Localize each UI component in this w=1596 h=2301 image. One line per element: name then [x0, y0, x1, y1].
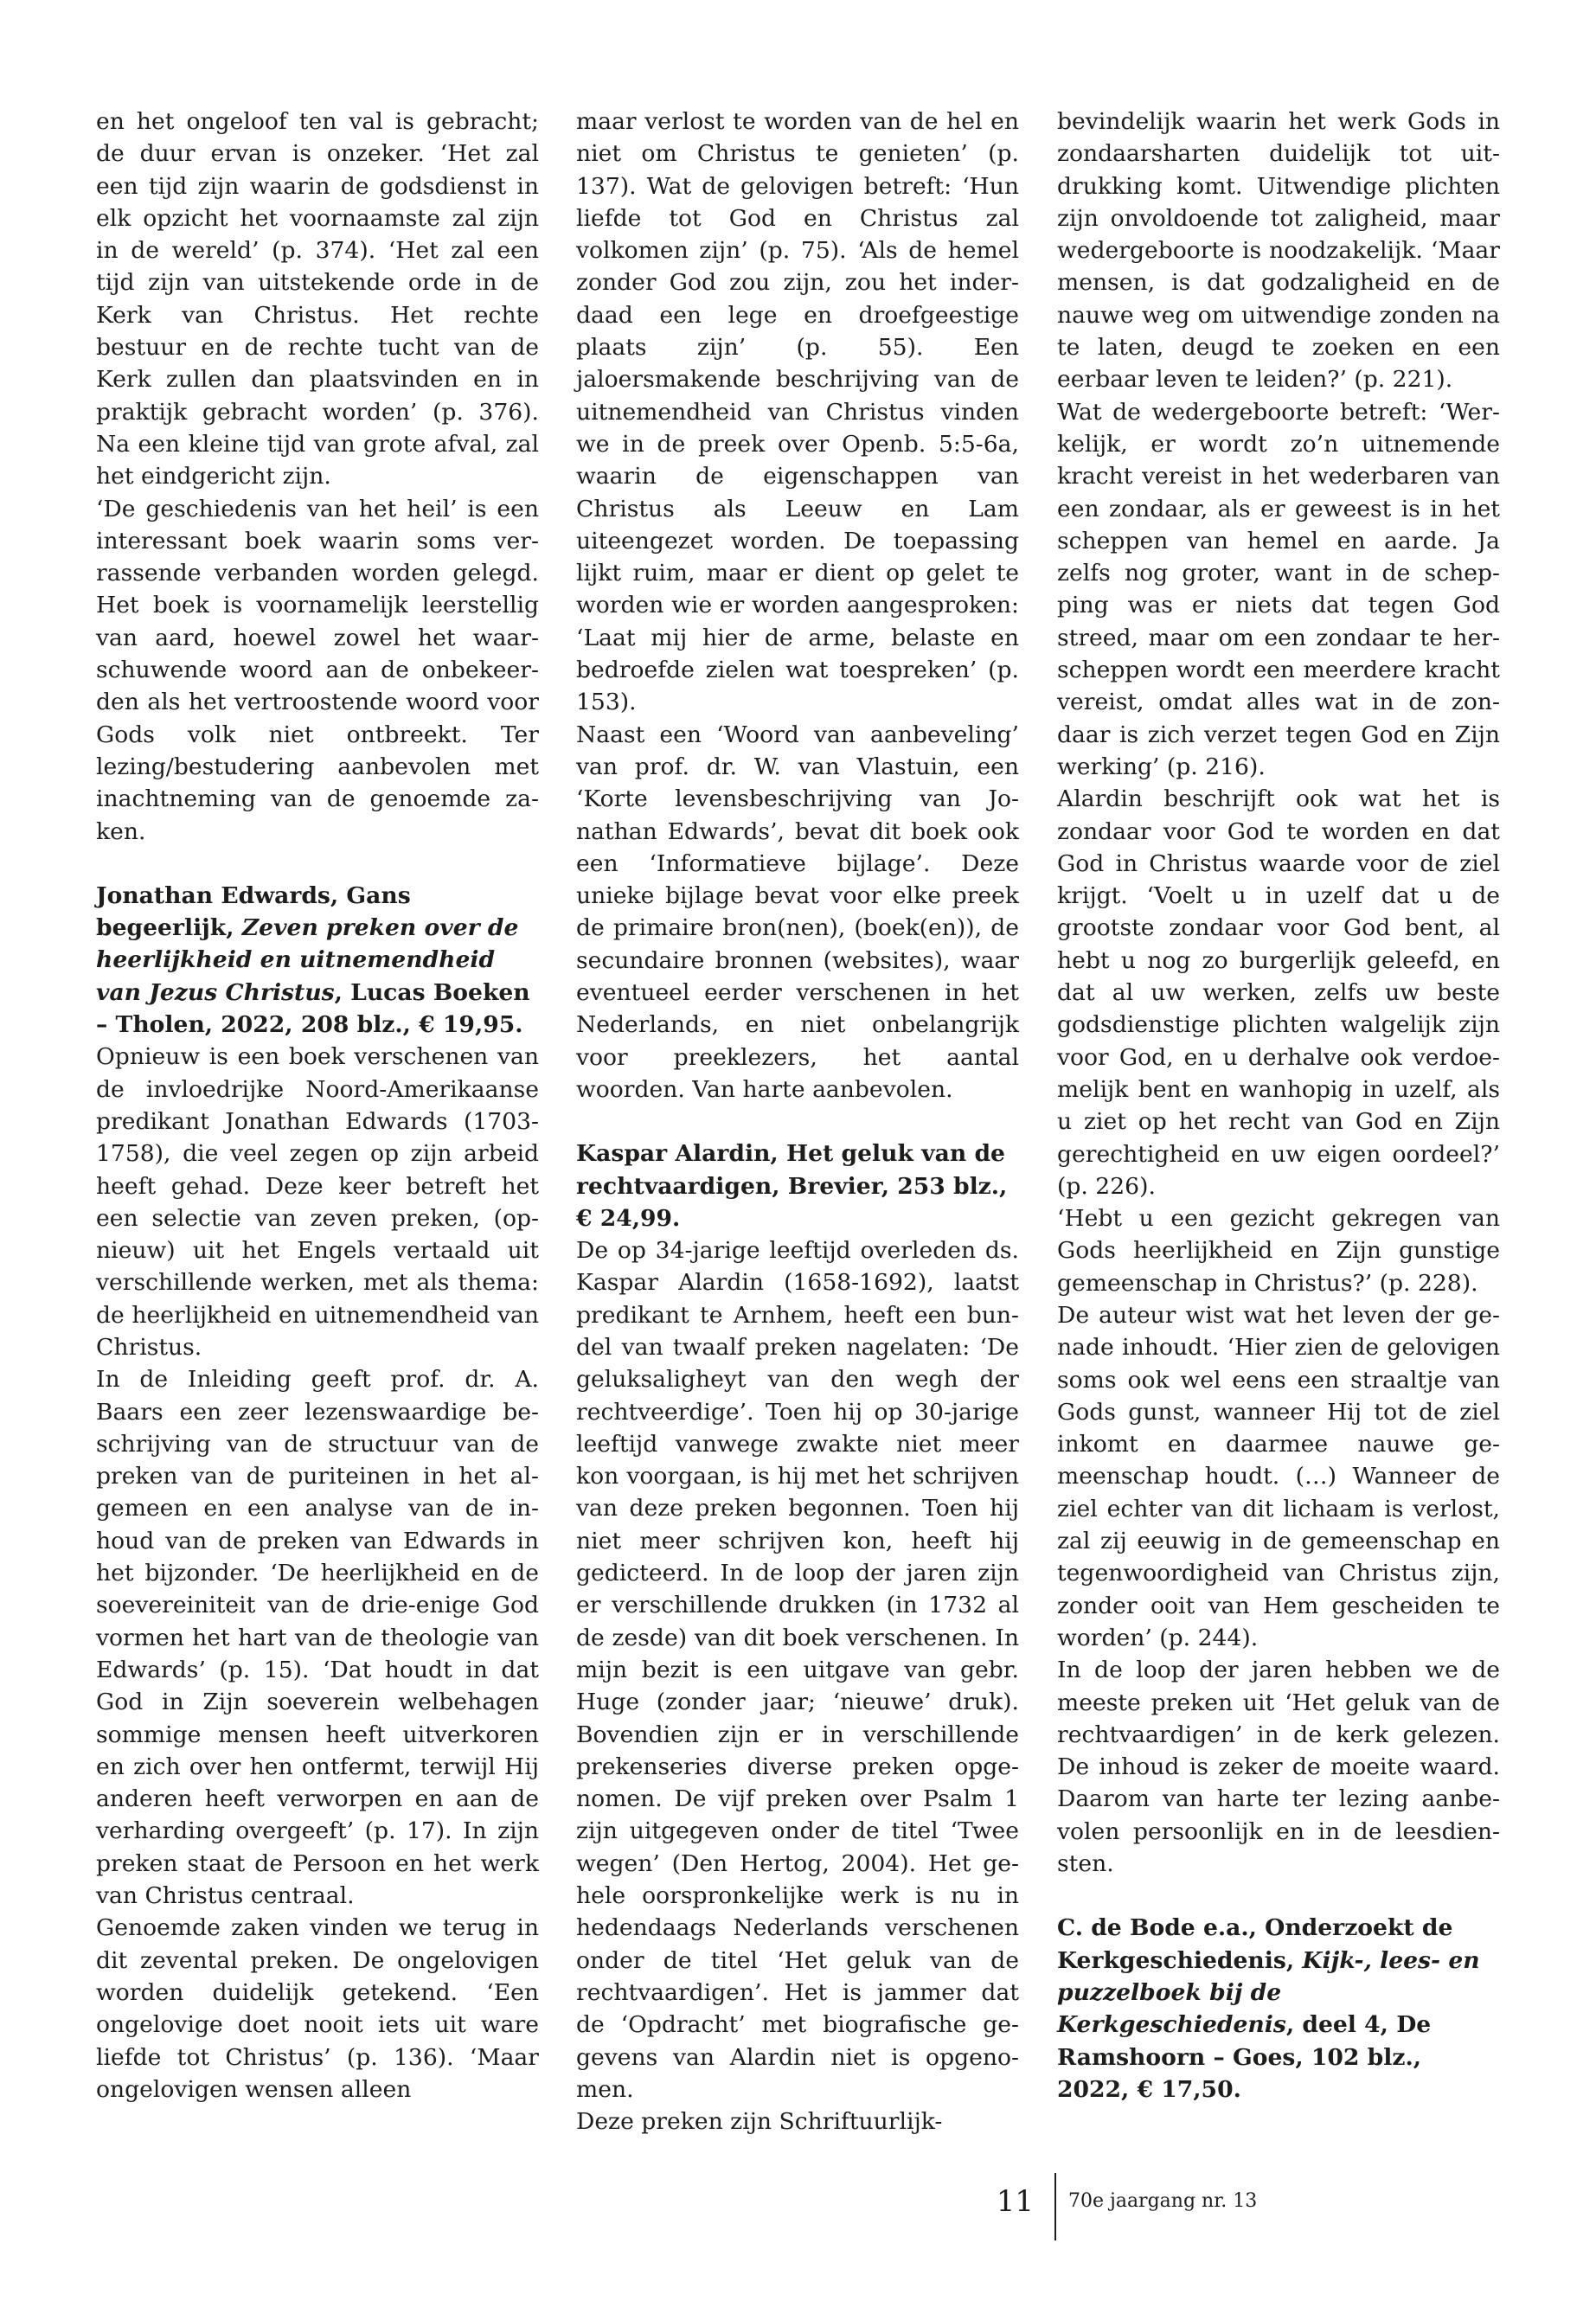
- paragraph: Deze preken zijn Schriftuurlijk-: [576, 2108, 943, 2136]
- footer-divider: [1054, 2173, 1056, 2240]
- review-author-title: C. de Bode e.a., Onderzoekt de Kerkgeschiedenis,: [1057, 1914, 1453, 1974]
- paragraph: In de Inleiding geeft prof. dr. A. Baars een zeer lezenswaardige beschrijving van de structuur van de preken van de puriteinen in het algemeen en een analyse van de inhoud van de preken van Edwards in het bijzonder. ‘De heerlijkheid en de soevereiniteit van de drie-enige God vormen het hart van de theologie van Edwards’ (p. 15). ‘Dat houdt in dat God in Zijn soeverein welbehagen sommige mensen heeft uitverkoren en zich over hen ontfermt, terwijl Hij anderen heeft verworpen en aan de verharding overgeeft’ (p. 17). In zijn preken staat de Persoon en het werk van Christus centraal.: [96, 1366, 539, 1910]
- review-heading-edwards: [96, 880, 539, 1041]
- paragraph: ‘Hebt u een gezicht gekregen van Gods heerlijkheid en Zijn gunstige gemeenschap in Christus?’ (p. 228).: [1057, 1205, 1500, 1297]
- review-subtitle: Zeven preken over de heerlijkheid en uitnemendheid van Jezus Christus: [96, 914, 519, 1006]
- paragraph: De op 34-jarige leeftijd overleden ds. Kaspar Alardin (1658-1692), laatst predikant te Arnhem, heeft een bundel van twaalf preken nagelaten: ‘De geluksaligheyt van den wegh der rechtveerdige’. Toen hij op 30-jarige leeftijd vanwege zwakte niet meer kon voorgaan, is hij met het schrijven van deze preken begonnen. Toen hij niet meer schrijven kon, heeft hij gedicteerd. In de loop der jaren zijn er verschillende drukken (in 1732 al de zesde) van dit boek verschenen. In mijn bezit is een uitgave van gebr. Huge (zonder jaar; ‘nieuwe’ druk). Bovendien zijn er in verschillende prekenseries diverse preken opgenomen. De vijf preken over Psalm 1 zijn uitgegeven onder de titel ‘Twee wegen’ (Den Hertog, 2004). Het gehele oorspronkelijke werk is nu in hedendaags Nederlands verschenen onder de titel ‘Het geluk van de rechtvaardigen’. Het is jammer dat de ‘Opdracht’ met biografische gegevens van Alardin niet is opgenomen.: [576, 1237, 1019, 2103]
- text-column-2: [576, 106, 1019, 2138]
- paragraph: ‘De geschiedenis van het heil’ is een interessant boek waarin soms verrassende verbanden worden gelegd. Het boek is voornamelijk leerstellig van aard, hoewel zowel het waarschuwende woord aan de onbekeerden als het vertroostende woord voor Gods volk niet ontbreekt. Ter lezing/bestudering aanbevolen met inachtneming van de genoemde zaken.: [96, 495, 539, 845]
- review-author-title: Jonathan Edwards, Gans begeerlijk: [96, 881, 411, 942]
- paragraph: Wat de wedergeboorte betreft: ‘Werkelijk, er wordt zo’n uitnemende kracht vereist in het wederbaren van een zondaar, als er geweest is in het scheppen van hemel en aarde. Ja zelfs nog groter, want in de schepping was er niets dat tegen God streed, maar om een zondaar te herscheppen wordt een meerdere kracht vereist, omdat alles wat in de zondaar is zich verzet tegen God en Zijn werking’ (p. 216).: [1057, 398, 1500, 780]
- paragraph: en het ongeloof ten val is gebracht; de duur ervan is onzeker. ‘Het zal een tijd zijn waarin de godsdienst in elk opzicht het voornaamste zal zijn in de wereld’ (p. 374). ‘Het zal een tijd zijn van uitstekende orde in de Kerk van Christus. Het rechte bestuur en de rechte tucht van de Kerk zullen dan plaatsvinden en in praktijk gebracht worden’ (p. 376). Na een kleine tijd van grote afval, zal het eindgericht zijn.: [96, 108, 539, 490]
- paragraph: bevindelijk waarin het werk Gods in zondaarsharten duidelijk tot uitdrukking komt. Uitwendige plichten zijn onvoldoende tot zaligheid, maar wedergeboorte is noodzakelijk. ‘Maar mensen, is dat godzaligheid en de nauwe weg om uitwendige zonden na te laten, deugd te zoeken en een eerbaar leven te leiden?’ (p. 221).: [1057, 108, 1500, 394]
- paragraph: Genoemde zaken vinden we terug in dit zevental preken. De ongelovigen worden duidelijk getekend. ‘Een ongelovige doet nooit iets uit ware liefde tot Christus’ (p. 136). ‘Maar ongelovigen wensen alleen: [96, 1914, 539, 2103]
- paragraph: Opnieuw is een boek verschenen van de invloedrijke Noord-Amerikaanse predikant Jonathan Edwards (1703-1758), die veel zegen op zijn arbeid heeft gehad. Deze keer betreft het een selectie van zeven preken, (opnieuw) uit het Engels vertaald uit verschillende werken, met als thema: de heerlijkheid en uitnemendheid van Christus.: [96, 1043, 539, 1361]
- review-publisher: , Lucas Boeken – Tholen, 2022, 208 blz., € 19,95.: [96, 978, 530, 1039]
- review-heading-de-bode: [1057, 1912, 1500, 2106]
- paragraph: In de loop der jaren hebben we de meeste preken uit ‘Het geluk van de rechtvaardigen’ in de kerk gelezen. De inhoud is zeker de moeite waard. Daarom van harte ter lezing aanbevolen persoonlijk en in de leesdiensten.: [1057, 1657, 1500, 1878]
- paragraph: Alardin beschrijft ook wat het is zondaar voor God te worden en dat God in Christus waarde voor de ziel krijgt. ‘Voelt u in uzelf dat u de grootste zondaar voor God bent, al hebt u nog zo burgerlijk geleefd, en dat al uw werken, zelfs uw beste godsdienstige plichten walgelijk zijn voor God, en u derhalve ook verdoemelijk bent en wanhopig in uzelf, als u ziet op het recht van God en Zijn gerechtigheid en uw eigen oordeel?’ (p. 226).: [1057, 785, 1500, 1200]
- paragraph: De auteur wist wat het leven der genade inhoudt. ‘Hier zien de gelovigen soms ook wel eens een straaltje van Gods gunst, wanneer Hij tot de ziel inkomt en daarmee nauwe gemeenschap houdt. (…) Wanneer de ziel echter van dit lichaam is verlost, zal zij eeuwig in de gemeenschap en tegenwoordigheid van Christus zijn, zonder ooit van Hem gescheiden te worden’ (p. 244).: [1057, 1301, 1500, 1651]
- issue-label: 70e jaargang nr. 13: [1068, 2190, 1258, 2212]
- review-heading-comma: ,: [226, 914, 234, 942]
- paragraph: Naast een ‘Woord van aanbeveling’ van prof. dr. W. van Vlastuin, een ‘Korte levensbeschrijving van Jonathan Edwards’, bevat dit boek ook een ‘Informatieve bijlage’. Deze unieke bijlage bevat voor elke preek de primaire bron(nen), (boek(en)), de secundaire bronnen (websites), waar eventueel eerder verschenen in het Nederlands, en niet onbelangrijk voor preeklezers, het aantal woorden. Van harte aanbevolen.: [576, 721, 1019, 1103]
- review-heading-alardin: Kaspar Alardin, Het geluk van de rechtvaardigen, Brevier, 253 blz., € 24,99.: [576, 1140, 1008, 1232]
- text-column-3: [1057, 106, 1500, 2106]
- paragraph: maar verlost te worden van de hel en niet om Christus te genieten’ (p. 137). Wat de gelovigen betreft: ‘Hun liefde tot God en Christus zal volkomen zijn’ (p. 75). ‘Als de hemel zonder God zou zijn, zou het inderdaad een lege en droefgeestige plaats zijn’ (p. 55). Een jaloersmakende beschrijving van de uitnemendheid van Christus vinden we in de preek over Openb. 5:5-6a, waarin de eigenschappen van Christus als Leeuw en Lam uiteengezet worden. De toepassing lijkt ruim, maar er dient op gelet te worden wie er worden aangesproken: ‘Laat mij hier de arme, belaste en bedroefde zielen wat toespreken’ (p. 153).: [576, 108, 1019, 716]
- review-publisher: , deel 4, De Ramshoorn – Goes, 102 blz., 2022, € 17,50.: [1057, 2011, 1432, 2103]
- text-column-1: [96, 106, 539, 2106]
- page-number: 11: [996, 2184, 1034, 2219]
- review-subtitle: Kijk-, lees- en puzzelboek bij de Kerkgeschiedenis: [1057, 1946, 1480, 2039]
